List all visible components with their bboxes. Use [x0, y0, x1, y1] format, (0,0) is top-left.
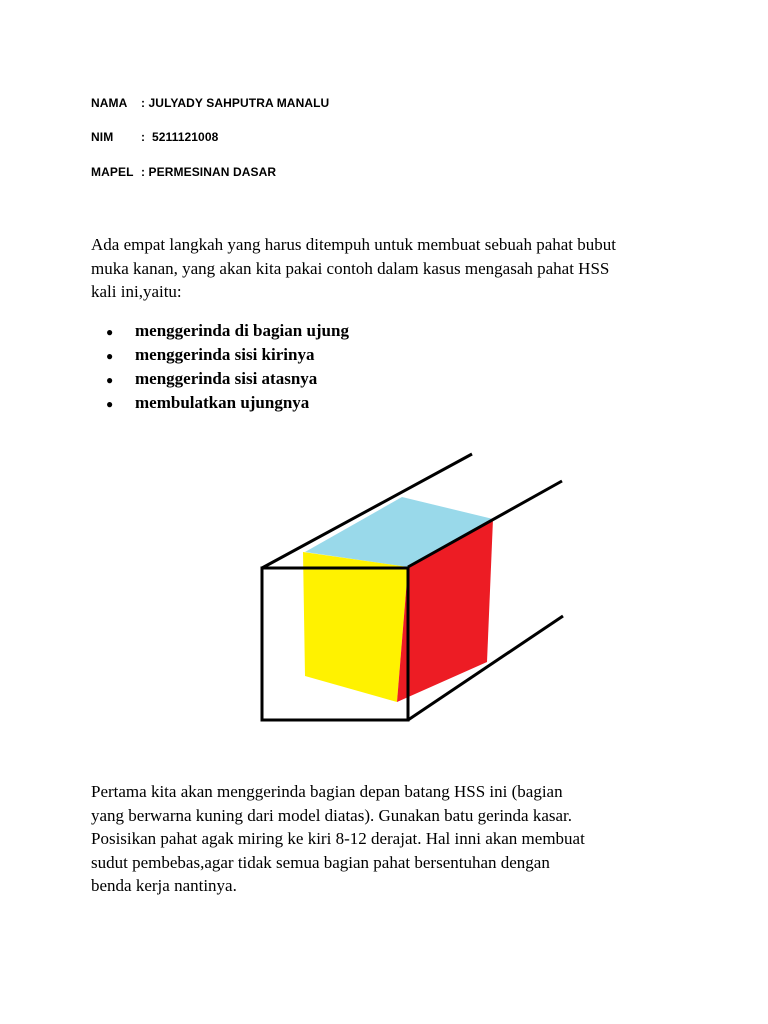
step-text: menggerinda sisi kirinya [135, 345, 315, 364]
intro-line: Ada empat langkah yang harus ditempuh untuk membuat sebuah pahat bubut [91, 235, 616, 254]
nim-label: NIM [91, 130, 114, 144]
intro-line: muka kanan, yang akan kita pakai contoh dalam kasus mengasah pahat HSS [91, 258, 610, 278]
step-text: membulatkan ujungnya [135, 393, 310, 412]
para-line: sudut pembebas,agar tidak semua bagian pahat bersentuhan dengan [91, 852, 550, 872]
bullet-icon: ● [106, 397, 114, 411]
mapel-label: MAPEL [91, 165, 134, 179]
para-line: Pertama kita akan menggerinda bagian depan batang HSS ini (bagian [91, 782, 563, 801]
para-line: benda kerja nantinya. [91, 876, 237, 895]
step-text: menggerinda sisi atasnya [135, 369, 318, 388]
front-face [303, 552, 408, 702]
body-paragraph [91, 780, 691, 898]
nama-label: NAMA [91, 96, 128, 110]
intro-line: kali ini,yaitu: [91, 282, 182, 301]
bullet-icon: ● [106, 325, 114, 339]
para-line: Posisikan pahat agak miring ke kiri 8-12 derajat. Hal inni akan membuat [91, 829, 585, 848]
step-text: menggerinda di bagian ujung [135, 321, 349, 340]
bullet-icon: ● [106, 373, 114, 387]
nim-value: : 5211121008 [141, 130, 219, 144]
mapel-value: : PERMESINAN DASAR [141, 165, 277, 179]
para-line: yang berwarna kuning dari model diatas). Gunakan batu gerinda kasar. [91, 805, 573, 825]
nama-value: : JULYADY SAHPUTRA MANALU [141, 96, 330, 110]
bullet-icon: ● [106, 349, 114, 363]
